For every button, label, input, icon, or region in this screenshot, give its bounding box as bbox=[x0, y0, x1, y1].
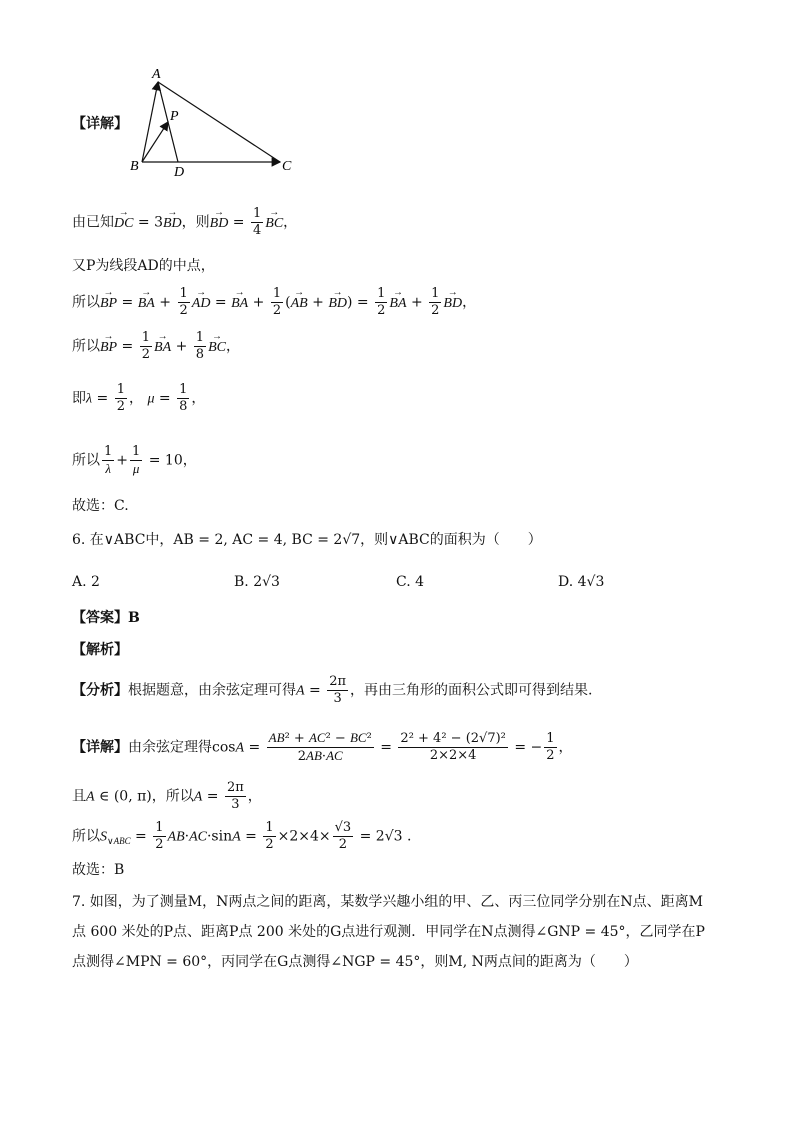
label-d: D bbox=[174, 165, 185, 180]
q6-stem: 6. 在∨ABC中，AB = 2, AC = 4, BC = 2√7，则∨ABC的面积为（ ） bbox=[72, 532, 542, 548]
q7-line1: 7. 如图，为了测量M，N两点之间的距离，某数学兴趣小组的甲、乙、丙三位同学分别在N点、距离M bbox=[72, 894, 703, 910]
q6-final-answer: 故选：B bbox=[72, 862, 125, 878]
sol5-line2: 又P为线段AD的中点， bbox=[72, 258, 215, 274]
q6-option-b: B. 2√3 bbox=[234, 574, 280, 590]
q6-analysis: 【分析】根据题意，由余弦定理可得A = $\frac{2\pi}{3}$ ，再由三角形的面积公式即可得到结果. bbox=[72, 674, 593, 706]
q6-option-c: C. 4 bbox=[396, 574, 425, 590]
q6-area: 所以$S_{\vee ABC}$ = $\frac{1}{2}$ AB·AC·sinA = $\frac{1}{2}$ ×2×4× $\frac{√3}{2}$ = 2√3 . bbox=[72, 820, 412, 852]
q6-analysis-label: 【解析】 bbox=[72, 642, 128, 658]
q6-range: 且A ∈ (0, π)，所以A = $\frac{2\pi}{3}$ ， bbox=[72, 780, 262, 812]
q7-line3: 点测得∠MPN = 60°，丙同学在G点测得∠NGP = 45°，则M, N两点间的距离为（ ） bbox=[72, 954, 638, 970]
q6-option-d: D. 4√3 bbox=[558, 574, 605, 590]
sol5-line3: 所以→ BP = → BA + $\frac{1}{2}$ → AD = → BA + $\frac{1}{2}$ (→ AB + → BD) = $\frac{1}{2}$ → BA + $\frac{1}{2}$ → BD， bbox=[72, 286, 476, 319]
sol5-line6: 所以 $\frac{1}{\lambda}$ + $\frac{1}{\mu}$ = 10， bbox=[72, 444, 197, 476]
q6-detail: 【详解】由余弦定理得cosA = $\frac{\text{AB² + AC² − BC²}}{2AB\cdot AC}$ = $\frac{\text{2² + 4² − (2√7)²}}{2\times 2\times 4}$ = − $\frac{1}{2}$ ， bbox=[72, 730, 573, 764]
sol5-line5: 即λ = $\frac{1}{2}$ ， μ = $\frac{1}{8}$ ， bbox=[72, 382, 206, 414]
label-b: B bbox=[130, 159, 139, 174]
sol5-answer: 故选：C. bbox=[72, 498, 129, 514]
label-p: P bbox=[170, 109, 179, 124]
detail-label: 【详解】 bbox=[72, 116, 128, 132]
triangle-figure bbox=[126, 62, 306, 182]
sol5-line1: 由已知→ DC = 3→ BD，则→ BD = $\frac{1}{4}$ → BC， bbox=[72, 206, 297, 239]
label-a: A bbox=[152, 67, 161, 82]
q7-line2: 点 600 米处的P点、距离P点 200 米处的G点进行观测．甲同学在N点测得∠GNP = 45°，乙同学在P bbox=[72, 924, 705, 940]
q6-answer-label: 【答案】B bbox=[72, 610, 140, 626]
sol5-line4: 所以→ BP = $\frac{1}{2}$ → BA + $\frac{1}{8}$ → BC， bbox=[72, 330, 240, 363]
label-c: C bbox=[282, 159, 292, 174]
q6-option-a: A. 2 bbox=[72, 574, 100, 590]
